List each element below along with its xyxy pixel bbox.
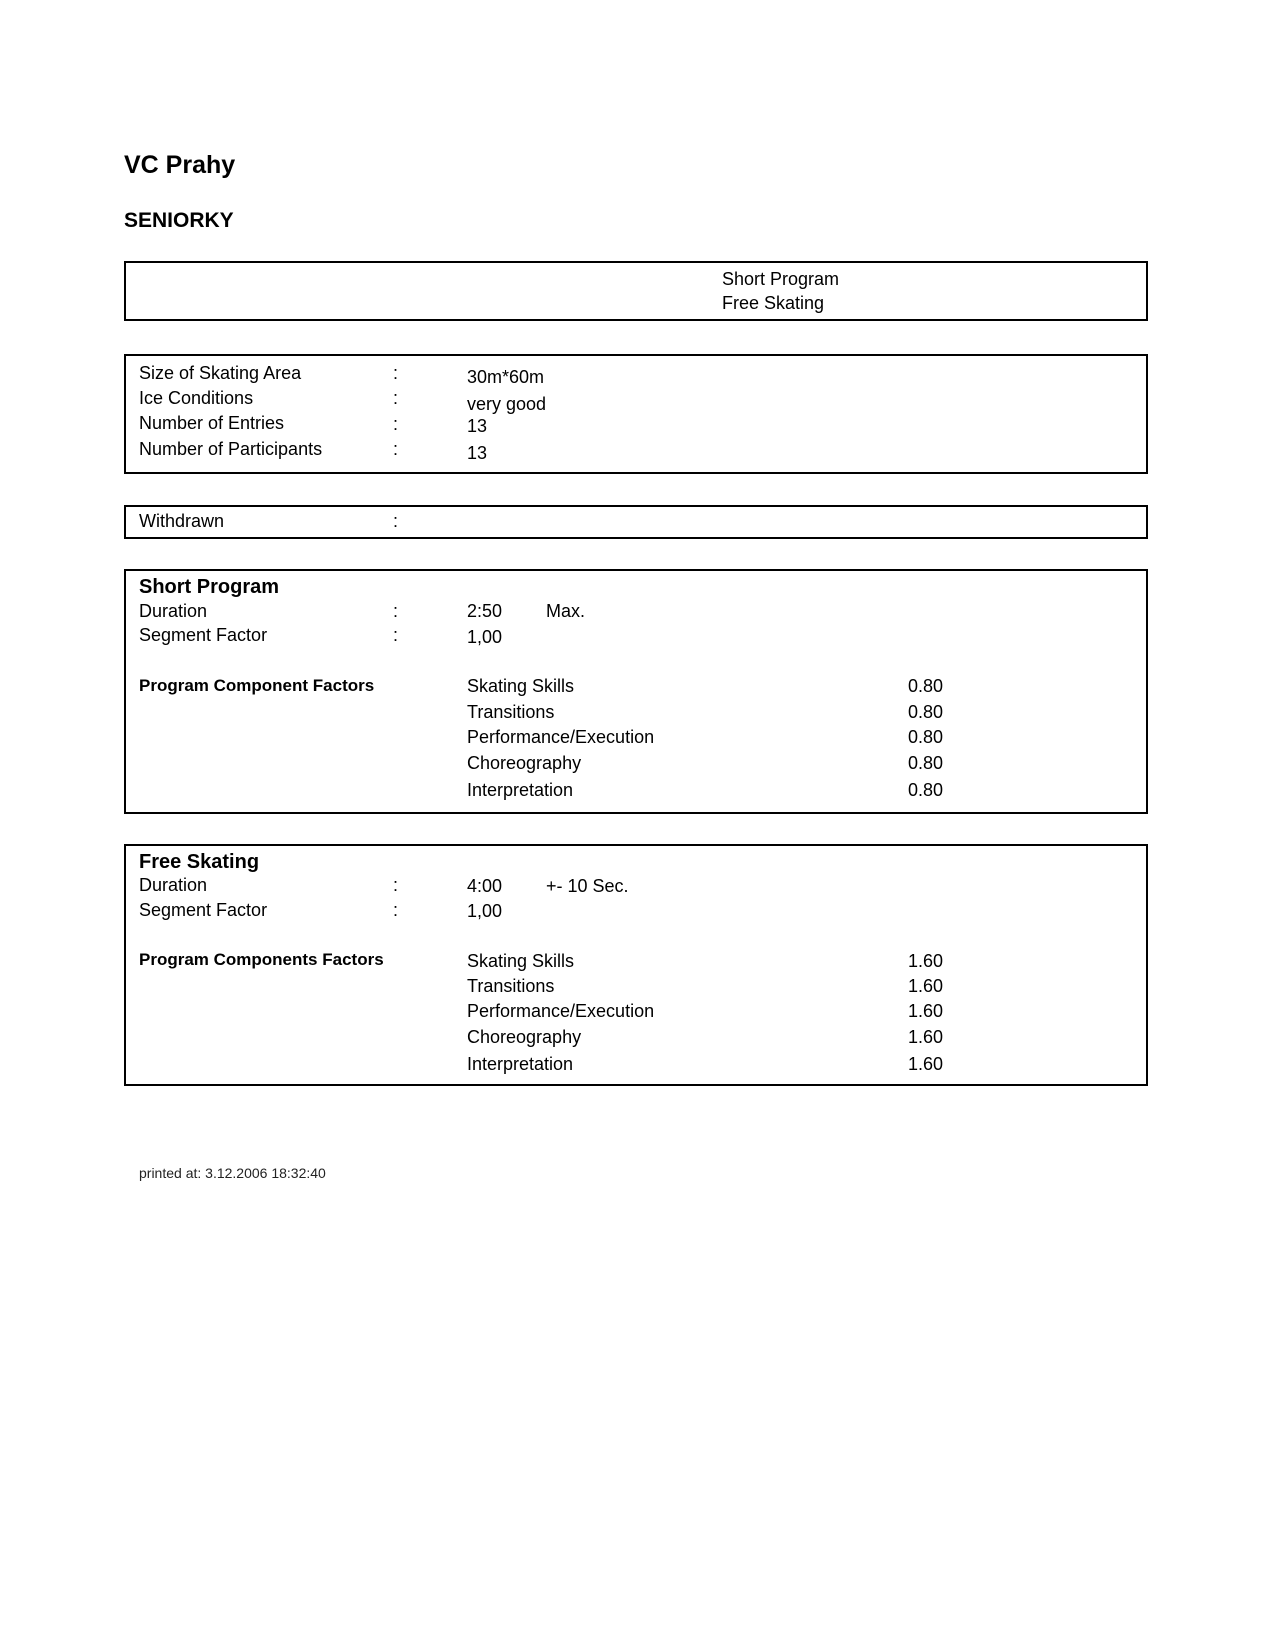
fs-component-factor: 1.60 bbox=[908, 1054, 944, 1074]
sp-duration-value: 2:50 bbox=[467, 601, 503, 621]
short-program-title: Short Program bbox=[139, 576, 280, 598]
withdrawn-label: Withdrawn bbox=[139, 511, 225, 531]
info-value-skating-area: 30m*60m bbox=[467, 367, 545, 387]
fs-component-name: Performance/Execution bbox=[467, 1001, 655, 1021]
info-value-participants: 13 bbox=[467, 443, 488, 463]
info-label-participants: Number of Participants bbox=[139, 439, 323, 459]
info-label-ice-conditions: Ice Conditions bbox=[139, 388, 254, 408]
sp-component-factor: 0.80 bbox=[908, 753, 944, 773]
sp-component-name: Choreography bbox=[467, 753, 582, 773]
fs-component-factor: 1.60 bbox=[908, 1001, 944, 1021]
free-skating-box bbox=[124, 844, 1148, 1086]
printed-timestamp: printed at: 3.12.2006 18:32:40 bbox=[139, 1165, 326, 1181]
fs-factor-label: Segment Factor bbox=[139, 900, 268, 920]
fs-duration-label: Duration bbox=[139, 875, 208, 895]
fs-component-name: Transitions bbox=[467, 976, 555, 996]
sp-component-factor: 0.80 bbox=[908, 676, 944, 696]
sp-duration-label: Duration bbox=[139, 601, 208, 621]
fs-components-title: Program Components Factors bbox=[139, 950, 384, 969]
page-title: VC Prahy bbox=[124, 151, 236, 179]
info-value-ice-conditions: very good bbox=[467, 394, 547, 414]
info-separator: : bbox=[393, 900, 399, 920]
info-separator: : bbox=[393, 625, 399, 645]
sp-component-factor: 0.80 bbox=[908, 780, 944, 800]
info-separator: : bbox=[393, 875, 399, 895]
fs-component-name: Skating Skills bbox=[467, 951, 575, 971]
info-separator: : bbox=[393, 601, 399, 621]
segment-line-short-program: Short Program bbox=[722, 269, 840, 289]
sp-factor-value: 1,00 bbox=[467, 627, 503, 647]
info-value-entries: 13 bbox=[467, 416, 488, 436]
fs-component-name: Choreography bbox=[467, 1027, 582, 1047]
info-separator: : bbox=[393, 511, 399, 531]
fs-component-name: Interpretation bbox=[467, 1054, 574, 1074]
sp-component-name: Interpretation bbox=[467, 780, 574, 800]
sp-component-factor: 0.80 bbox=[908, 727, 944, 747]
fs-component-factor: 1.60 bbox=[908, 951, 944, 971]
info-label-entries: Number of Entries bbox=[139, 413, 285, 433]
fs-component-factor: 1.60 bbox=[908, 1027, 944, 1047]
sp-component-name: Skating Skills bbox=[467, 676, 575, 696]
sp-duration-note: Max. bbox=[546, 601, 586, 621]
free-skating-title: Free Skating bbox=[139, 851, 260, 873]
sp-component-factor: 0.80 bbox=[908, 702, 944, 722]
info-label-skating-area: Size of Skating Area bbox=[139, 363, 302, 383]
fs-duration-value: 4:00 bbox=[467, 876, 503, 896]
sp-component-name: Transitions bbox=[467, 702, 555, 722]
category-title: SENIORKY bbox=[124, 209, 234, 232]
info-separator: : bbox=[393, 439, 399, 459]
sp-factor-label: Segment Factor bbox=[139, 625, 268, 645]
fs-factor-value: 1,00 bbox=[467, 901, 503, 921]
short-program-box bbox=[124, 569, 1148, 814]
sp-components-title: Program Component Factors bbox=[139, 676, 375, 695]
sp-component-name: Performance/Execution bbox=[467, 727, 655, 747]
info-separator: : bbox=[393, 414, 399, 434]
info-box bbox=[124, 354, 1148, 474]
info-separator: : bbox=[393, 388, 399, 408]
info-separator: : bbox=[393, 363, 399, 383]
segments-box bbox=[124, 261, 1148, 321]
fs-component-factor: 1.60 bbox=[908, 976, 944, 996]
fs-duration-note: +- 10 Sec. bbox=[546, 876, 629, 896]
segment-line-free-skating: Free Skating bbox=[722, 293, 825, 313]
withdrawn-box bbox=[124, 505, 1148, 539]
